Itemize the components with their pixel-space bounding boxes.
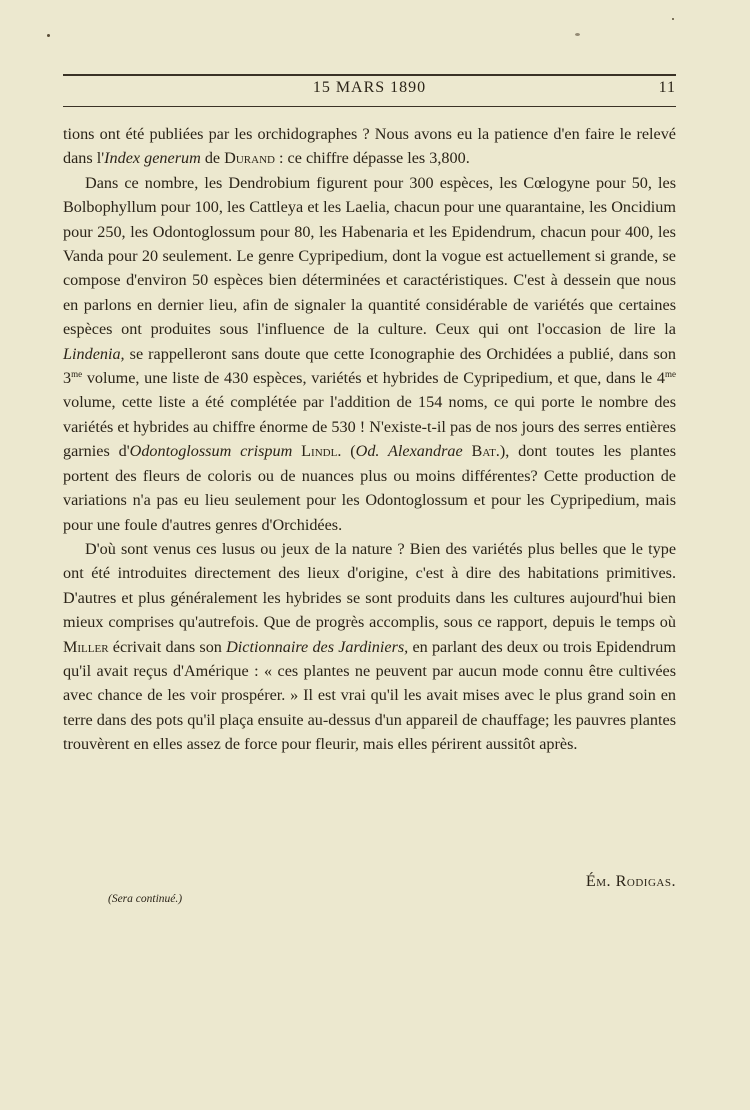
text-run: tions ont été publiées par les orchidographes ? Nous avons eu la patience d'en faire le relevé dans l' — [63, 125, 676, 168]
text-run: volume, une liste de 430 espèces, variétés et hybrides de Cypripedium, et que, dans le 4 — [82, 369, 665, 388]
text-run: ( — [341, 442, 356, 461]
author-name: Lindl. — [301, 442, 342, 461]
text-run: : ce chiffre dépasse les 3,800. — [274, 149, 470, 168]
text-run — [292, 442, 301, 460]
author-name: Bat. — [471, 442, 500, 461]
text-run: volume, cette liste a été complétée par l'addition de 154 noms, ce qui porte le nombre des variétés et hybrides au chiffre énorme de 530 ! N'existe-t-il pas de nos jours des serres entières garnies d' — [63, 393, 676, 461]
italic-species: Odontoglossum crispum — [129, 442, 293, 461]
italic-title: Dictionnaire des Jardiniers, — [226, 637, 409, 656]
text-run: ), dont toutes les plantes portent des fleurs de coloris ou de nuances plus ou moins différentes? Cette production de variations n'a pas eu lieu seulement pour les Odontoglossum et pour les Cypripedium, mais pour une foule d'autres genres d'Orchidées. — [63, 442, 677, 534]
author-name: Durand — [224, 149, 275, 168]
header-top-rule — [63, 74, 676, 76]
paragraph-1 — [63, 122, 676, 171]
italic-title: Index generum — [104, 149, 201, 168]
text-run: en parlant des deux ou trois Epidendrum qu'il avait reçus d'Amérique : « ces plantes ne peuvent par aucun mode connu être cultivées avec chance de les voir prospérer. » Il est vrai qu'il les avait mises avec le plus grand soin en terre dans des pots qu'il plaça ensuite au-dessus d'un appareil de chauffage; les pauvres plantes trouvèrent en elles assez de force pour fleurir, mais elles périrent aussitôt après. — [63, 637, 676, 754]
superscript: me — [665, 369, 676, 380]
italic-species: Od. Alexandrae — [355, 442, 463, 461]
running-header — [63, 79, 676, 101]
page-number: 11 — [658, 79, 676, 96]
header-date: 15 MARS 1890 — [312, 79, 427, 96]
header-bottom-rule — [63, 106, 676, 107]
paper-speck — [672, 18, 674, 20]
author-name: Miller — [63, 637, 109, 656]
text-run: de — [200, 149, 225, 168]
author-signature: Ém. Rodigas. — [585, 872, 676, 890]
italic-title: Lindenia, — [63, 344, 125, 363]
text-run: Dans ce nombre, les Dendrobium figurent pour 300 espèces, les Cœlogyne pour 50, les Bolbophyllum pour 100, les Cattleya et les Laelia, chacun pour une quarantaine, les Oncidium pour 250, les Odontoglossum pour 80, les Habenaria et les Epidendrum, chacun pour 400, les Vanda pour 20 seulement. Le genre Cypripedium, dont la vogue est actuellement si grande, se compose d'environ 50 espèces bien déterminées et caractéristiques. C'est à dessein que nous en parlons en dernier lieu, afin de signaler la quantité considérable de variétés que certaines espèces ont produites sous l'influence de la culture. Ceux qui ont l'occasion de lire la — [63, 173, 676, 339]
paragraph-2 — [63, 171, 676, 537]
text-run: écrivait dans son — [108, 637, 227, 656]
paper-speck — [47, 34, 50, 37]
text-run: se rappelleront sans doute que cette Iconographie des Orchidées a publié, dans son 3 — [63, 344, 676, 388]
superscript: me — [71, 369, 83, 380]
continued-note: (Sera continué.) — [108, 893, 183, 905]
text-run: D'où sont venus ces lusus ou jeux de la nature ? Bien des variétés plus belles que le type ont été introduites directement des lieux d'origine, c'est à dire des habitations primitives. D'autres et plus généralement les hybrides se sont produits dans les cultures aujourd'hui bien mieux comprises qu'autrefois. Que de progrès accomplis, sous ce rapport, depuis le temps où — [63, 539, 676, 632]
text-run — [463, 442, 472, 460]
paragraph-3 — [63, 537, 676, 757]
paper-speck — [575, 33, 580, 36]
article-body — [63, 122, 676, 757]
